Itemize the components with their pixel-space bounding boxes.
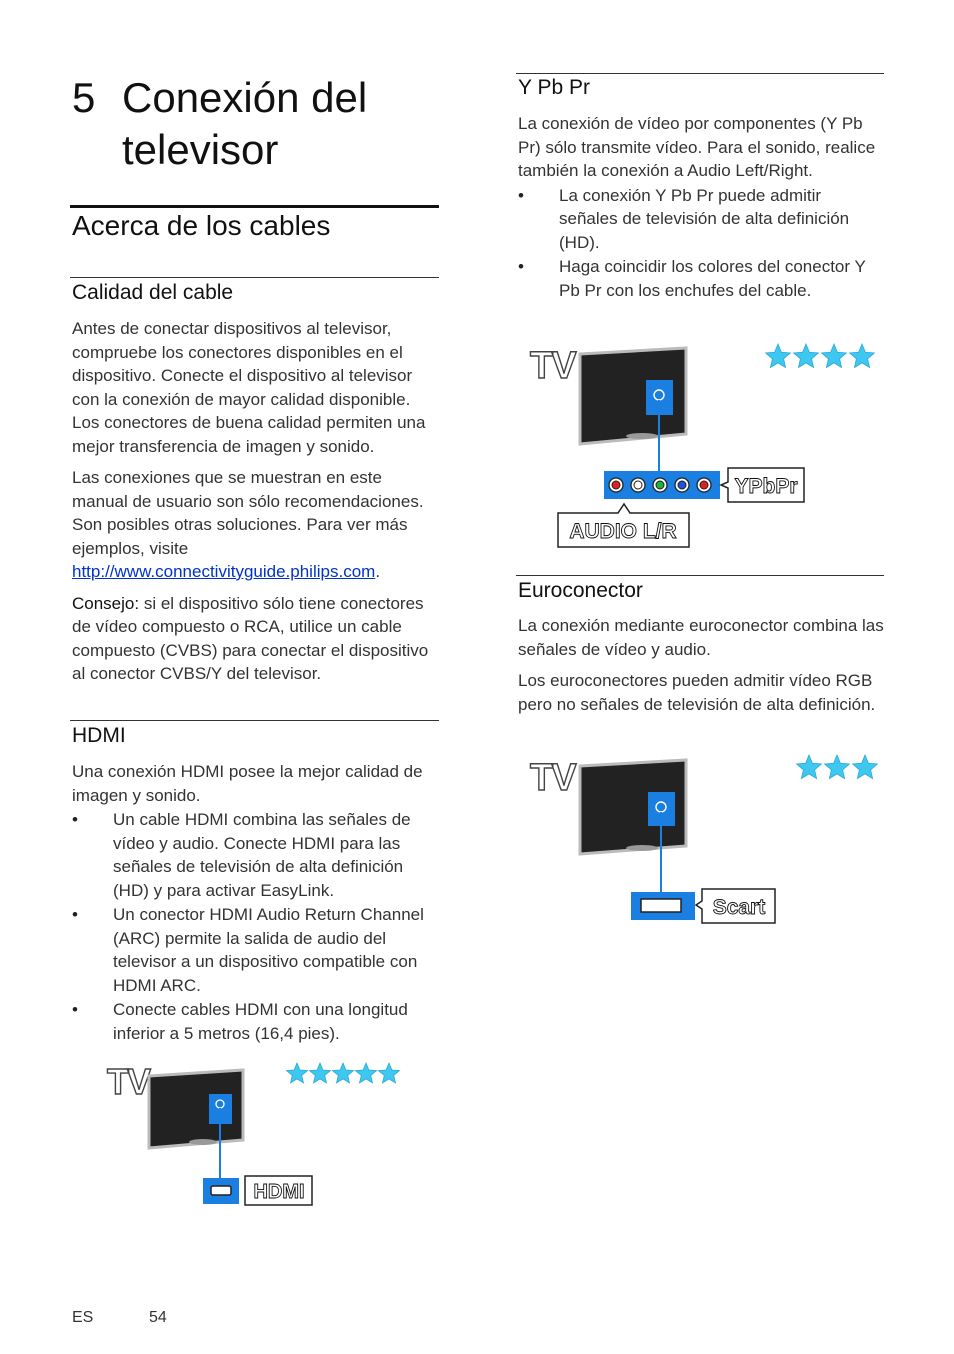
star-rating xyxy=(287,1063,400,1083)
list-item: • Un conector HDMI Audio Return Channel (ARC) permite la salida de audio del televisor a un dispositivo compatible con HDMI ARC. xyxy=(72,903,440,997)
star-rating xyxy=(797,755,878,779)
calidad-paragraph-1: Antes de conectar dispositivos al televisor, compruebe los conectores disponibles en el dispositivo. Conecte el dispositivo al televisor con la conexión de mayor calidad disponible. Los conectores de buena calidad permiten una mejor transferencia de imagen y sonido. xyxy=(72,319,426,456)
ypbpr-bullet-list xyxy=(518,184,884,303)
ypbpr-body xyxy=(518,112,884,303)
star-icon xyxy=(356,1063,377,1083)
tv-label: TV xyxy=(530,757,575,799)
connectivity-guide-link[interactable]: http://www.connectivityguide.philips.com xyxy=(72,562,376,581)
ypbpr-connector-label: YPbPr xyxy=(734,475,798,498)
ypbpr-heading: Y Pb Pr xyxy=(518,76,590,99)
hdmi-heading: HDMI xyxy=(72,724,126,747)
calidad-heading: Calidad del cable xyxy=(72,281,234,304)
star-icon xyxy=(379,1063,400,1083)
section-title: Acerca de los cables xyxy=(72,210,331,241)
hdmi-rule xyxy=(70,720,439,721)
tv-label: TV xyxy=(530,345,575,387)
star-icon xyxy=(825,755,850,779)
link-period: . xyxy=(375,562,381,581)
star-icon xyxy=(822,344,847,368)
euro-paragraph-2: Los euroconectores pueden admitir vídeo RGB pero no señales de televisión de alta definición. xyxy=(518,671,876,714)
star-icon xyxy=(310,1063,331,1083)
ypbpr-rule xyxy=(516,73,884,74)
star-icon xyxy=(766,344,791,368)
star-icon xyxy=(794,344,819,368)
chapter-title-line1: Conexión del xyxy=(122,74,368,121)
list-item: • Conecte cables HDMI con una longitud inferior a 5 metros (16,4 pies). xyxy=(72,998,440,1045)
tip-text: si el dispositivo sólo tiene conectores de vídeo compuesto o RCA, utilice un cable compuesto (CVBS) para conectar el dispositivo al conector CVBS/Y del televisor. xyxy=(72,593,429,683)
calidad-body xyxy=(72,317,440,694)
hdmi-connection-diagram xyxy=(105,1058,415,1218)
chapter-number: 5 xyxy=(72,74,96,121)
audio-lr-label: AUDIO L/R xyxy=(569,520,677,543)
star-icon xyxy=(333,1063,354,1083)
ypbpr-connection-diagram xyxy=(528,336,878,551)
scart-connector-label: Scart xyxy=(712,896,766,919)
hdmi-connector-label: HDMI xyxy=(253,1181,305,1203)
hdmi-bullet-list xyxy=(72,808,440,1045)
tip-label: Consejo: xyxy=(72,593,140,613)
list-item: • La conexión Y Pb Pr puede admitir señales de televisión de alta definición (HD). xyxy=(518,184,884,255)
calidad-paragraph-2-text: Las conexiones que se muestran en este manual de usuario son sólo recomendaciones. Son posibles otras soluciones. Para ver más ejemplos, visite xyxy=(72,468,424,558)
chapter-title-line2: televisor xyxy=(122,126,279,173)
euro-paragraph-1: La conexión mediante euroconector combina las señales de vídeo y audio. xyxy=(518,616,884,659)
calidad-rule xyxy=(70,277,439,278)
calidad-tip xyxy=(72,592,440,686)
tv-label: TV xyxy=(107,1061,150,1102)
star-icon xyxy=(797,755,822,779)
hdmi-intro: Una conexión HDMI posee la mejor calidad de imagen y sonido. xyxy=(72,762,423,805)
list-item: • Haga coincidir los colores del conector Y Pb Pr con los enchufes del cable. xyxy=(518,255,884,302)
euro-body xyxy=(518,614,884,724)
star-icon xyxy=(287,1063,308,1083)
star-icon xyxy=(850,344,875,368)
star-rating xyxy=(766,344,875,368)
euro-heading: Euroconector xyxy=(518,579,643,602)
list-item: • Un cable HDMI combina las señales de vídeo y audio. Conecte HDMI para las señales de televisión de alta definición (HD) y para activar EasyLink. xyxy=(72,808,440,902)
scart-connection-diagram xyxy=(528,748,878,928)
chapter-title xyxy=(72,72,452,182)
hdmi-body xyxy=(72,760,440,1046)
section-rule xyxy=(70,205,439,208)
euro-rule xyxy=(516,575,884,576)
page-number: 54 xyxy=(149,1309,167,1326)
calidad-paragraph-2 xyxy=(72,466,440,584)
footer-language: ES xyxy=(72,1309,94,1326)
ypbpr-paragraph: La conexión de vídeo por componentes (Y Pb Pr) sólo transmite vídeo. Para el sonido, realice también la conexión a Audio Left/Right. xyxy=(518,114,876,180)
star-icon xyxy=(853,755,878,779)
